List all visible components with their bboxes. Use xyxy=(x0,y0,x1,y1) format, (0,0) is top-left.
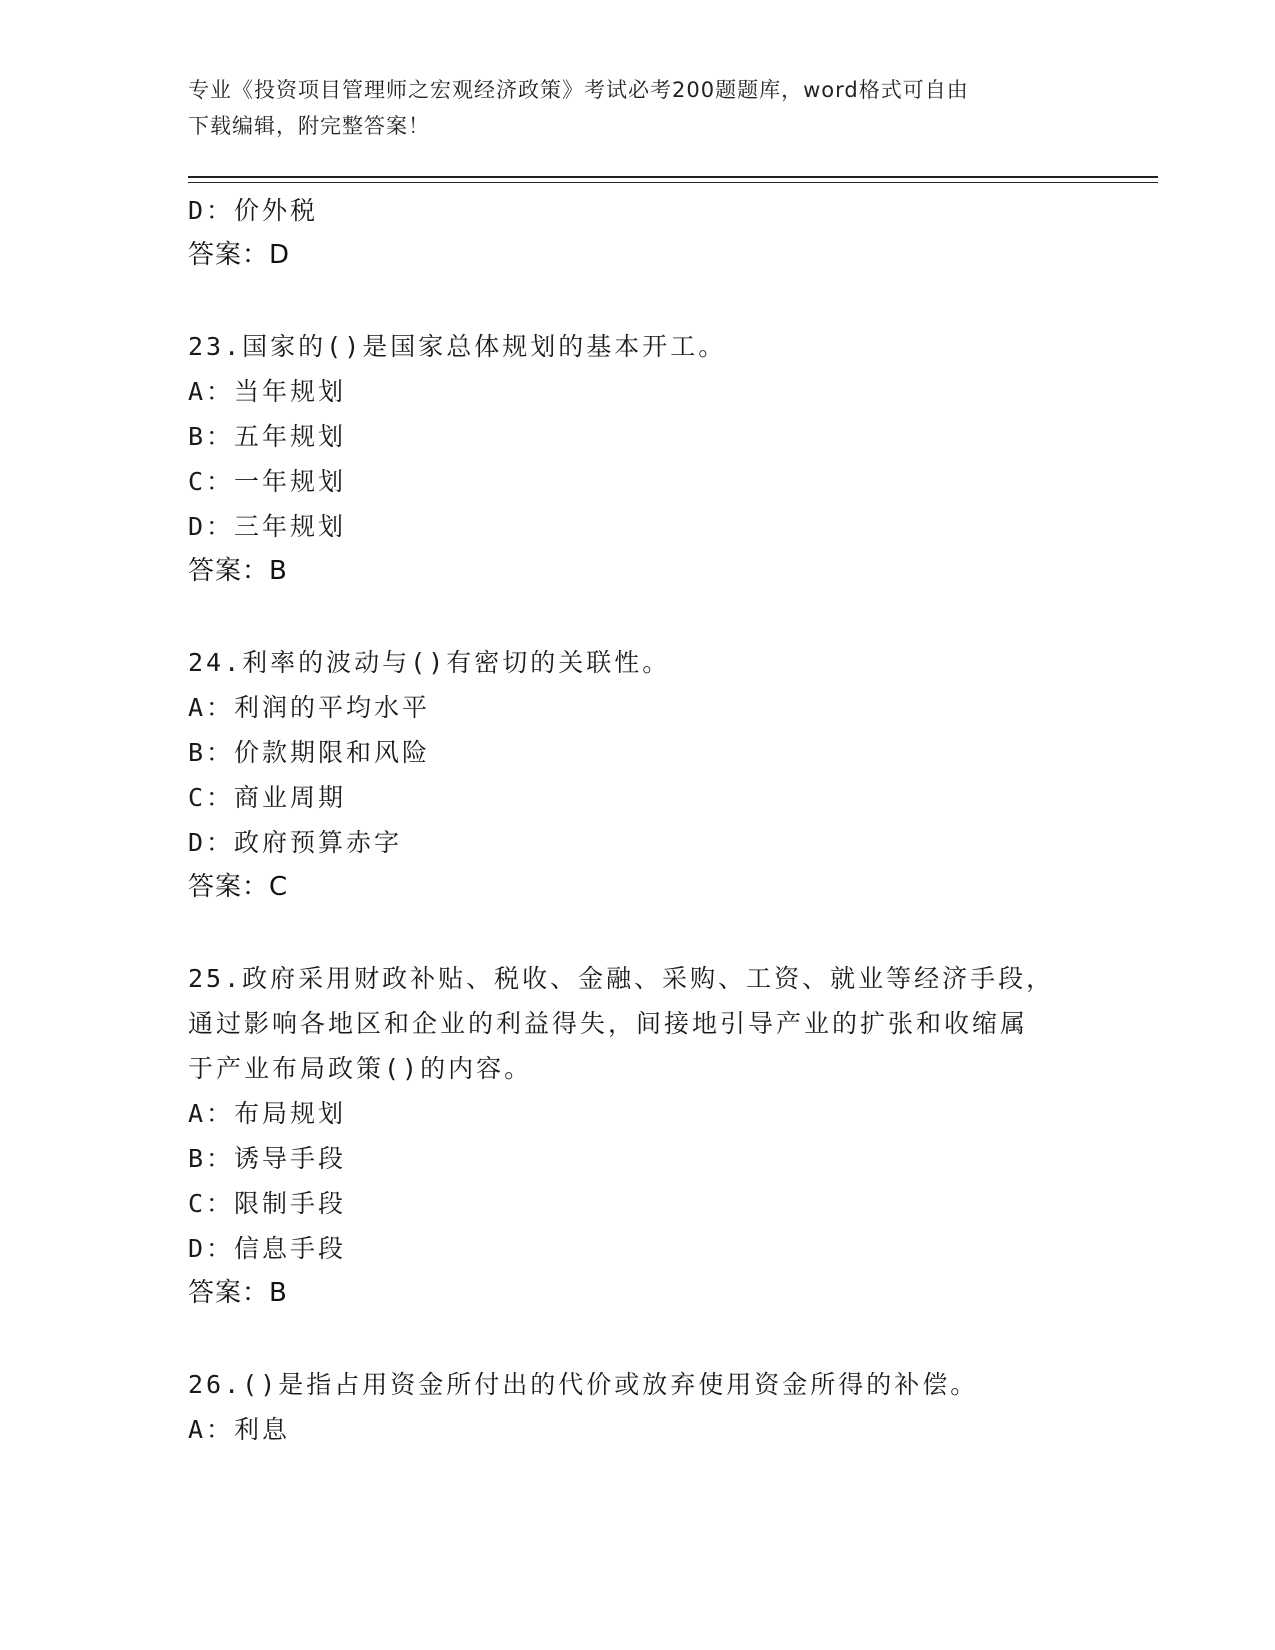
question-26 xyxy=(188,1362,1068,1452)
option-a: A：当年规划 xyxy=(188,377,347,406)
question-stem-line-2: 通过影响各地区和企业的利益得失，间接地引导产业的扩张和收缩属 xyxy=(188,1009,1029,1038)
option-c: C：商业周期 xyxy=(188,783,347,812)
option-c: C：限制手段 xyxy=(188,1189,347,1218)
header-line-1: 专业《投资项目管理师之宏观经济政策》考试必考200题题库，word格式可自由 xyxy=(188,78,969,102)
option-a: A：利润的平均水平 xyxy=(188,693,431,722)
option-d: D：信息手段 xyxy=(188,1234,347,1263)
option-d: D：政府预算赤字 xyxy=(188,828,403,857)
document-header xyxy=(188,72,1068,144)
option-d: D：价外税 xyxy=(188,196,319,225)
option-a: A：利息 xyxy=(188,1415,291,1444)
question-stem: 24.利率的波动与()有密切的关联性。 xyxy=(188,648,671,677)
answer-line: 答案：C xyxy=(188,872,289,902)
option-b: B：价款期限和风险 xyxy=(188,738,431,767)
question-fragment xyxy=(188,188,1068,278)
header-line-2: 下载编辑，附完整答案！ xyxy=(188,114,430,138)
answer-line: 答案：B xyxy=(188,1278,288,1308)
answer-line: 答案：B xyxy=(188,556,288,586)
option-c: C：一年规划 xyxy=(188,467,347,496)
question-stem: 26.()是指占用资金所付出的代价或放弃使用资金所得的补偿。 xyxy=(188,1370,979,1399)
question-25 xyxy=(188,956,1068,1316)
option-a: A：布局规划 xyxy=(188,1099,347,1128)
option-b: B：诱导手段 xyxy=(188,1144,347,1173)
question-list xyxy=(188,188,1068,1452)
header-divider-thick xyxy=(188,176,1158,178)
answer-line: 答案：D xyxy=(188,240,291,270)
question-stem: 23.国家的()是国家总体规划的基本开工。 xyxy=(188,332,727,361)
question-stem-line-3: 于产业布局政策()的内容。 xyxy=(188,1054,533,1083)
question-24 xyxy=(188,640,1068,910)
question-stem-line-1: 25.政府采用财政补贴、税收、金融、采购、工资、就业等经济手段， xyxy=(188,964,1055,993)
question-23 xyxy=(188,324,1068,594)
option-b: B：五年规划 xyxy=(188,422,347,451)
header-divider-thin xyxy=(188,182,1158,183)
option-d: D：三年规划 xyxy=(188,512,347,541)
